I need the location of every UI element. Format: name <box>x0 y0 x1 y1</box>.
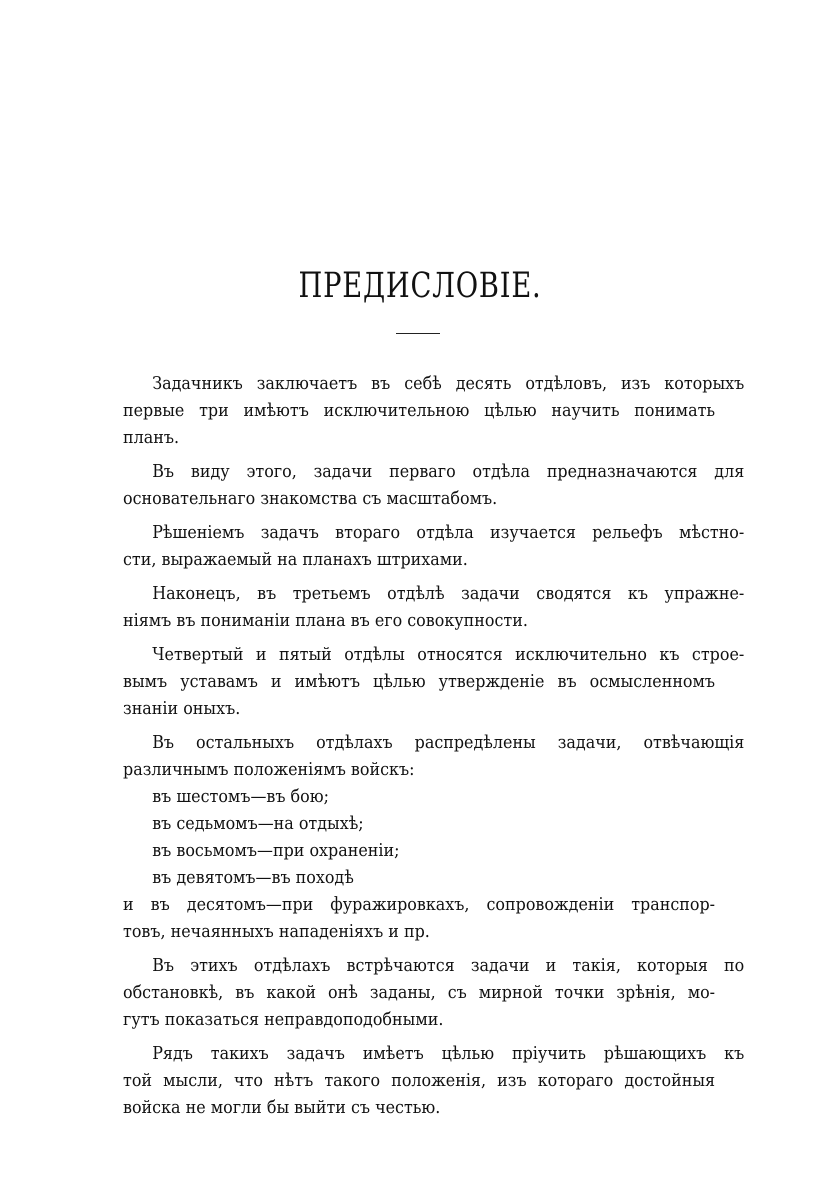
paragraph-7-line-1: и въ десятомъ—при фуражировкахъ, сопровожденіи транспор- <box>123 894 716 915</box>
paragraph-9-line-2: той мысли, что нѣтъ такого положенія, изъ котораго достойныя <box>123 1070 716 1091</box>
paragraph-1-line-2: первые три имѣютъ исключительною цѣлью научить понимать <box>123 400 716 421</box>
paragraph-8-line-2: обстановкѣ, въ какой онѣ заданы, съ мирной точки зрѣнія, мо- <box>123 982 716 1003</box>
paragraph-9-line-3: войска не могли бы выйти съ честью. <box>123 1097 441 1118</box>
paragraph-4-line-1: Наконецъ, въ третьемъ отдѣлѣ задачи сводятся къ упражне- <box>152 583 745 604</box>
title-underline-rule <box>396 333 440 334</box>
paragraph-4-line-2: ніямъ въ пониманіи плана въ его совокупности. <box>123 610 528 631</box>
paragraph-8-line-3: гутъ показаться неправдоподобными. <box>123 1009 444 1030</box>
paragraph-8-line-1: Въ этихъ отдѣлахъ встрѣчаются задачи и такія, которыя по <box>152 955 745 976</box>
preface-body <box>123 370 745 1121</box>
paragraph-2-line-1: Въ виду этого, задачи перваго отдѣла предназначаются для <box>152 461 745 482</box>
paragraph-6-line-1: Въ остальныхъ отдѣлахъ распредѣлены задачи, отвѣчающія <box>152 732 745 753</box>
paragraph-2-line-2: основательнаго знакомства съ масштабомъ. <box>123 488 498 509</box>
list-item-sixth: въ шестомъ—въ бою; <box>152 786 329 807</box>
paragraph-5-line-1: Четвертый и пятый отдѣлы относятся исключительно къ строе- <box>152 644 745 665</box>
paragraph-1-line-3: планъ. <box>123 427 180 448</box>
paragraph-5-line-2: вымъ уставамъ и имѣютъ цѣлью утвержденіе въ осмысленномъ <box>123 671 716 692</box>
paragraph-7-line-2: товъ, нечаянныхъ нападеніяхъ и пр. <box>123 921 430 942</box>
list-item-seventh: въ седьмомъ—на отдыхѣ; <box>152 813 364 834</box>
paragraph-1-line-1: Задачникъ заключаетъ въ себѣ десять отдѣловъ, изъ которыхъ <box>152 373 745 394</box>
paragraph-5-line-3: знаніи оныхъ. <box>123 698 241 719</box>
list-item-eighth: въ восьмомъ—при охраненіи; <box>152 840 400 861</box>
list-item-ninth: въ девятомъ—въ походѣ <box>152 867 354 888</box>
paragraph-6-line-2: различнымъ положеніямъ войскъ: <box>123 759 415 780</box>
paragraph-3-line-2: сти, выражаемый на планахъ штрихами. <box>123 549 468 570</box>
paragraph-9-line-1: Рядъ такихъ задачъ имѣетъ цѣлью пріучить рѣшающихъ къ <box>152 1043 745 1064</box>
page-title: ПРЕДИСЛОВІЕ. <box>298 266 542 306</box>
paragraph-3-line-1: Рѣшеніемъ задачъ втораго отдѣла изучается рельефъ мѣстно- <box>152 522 745 543</box>
